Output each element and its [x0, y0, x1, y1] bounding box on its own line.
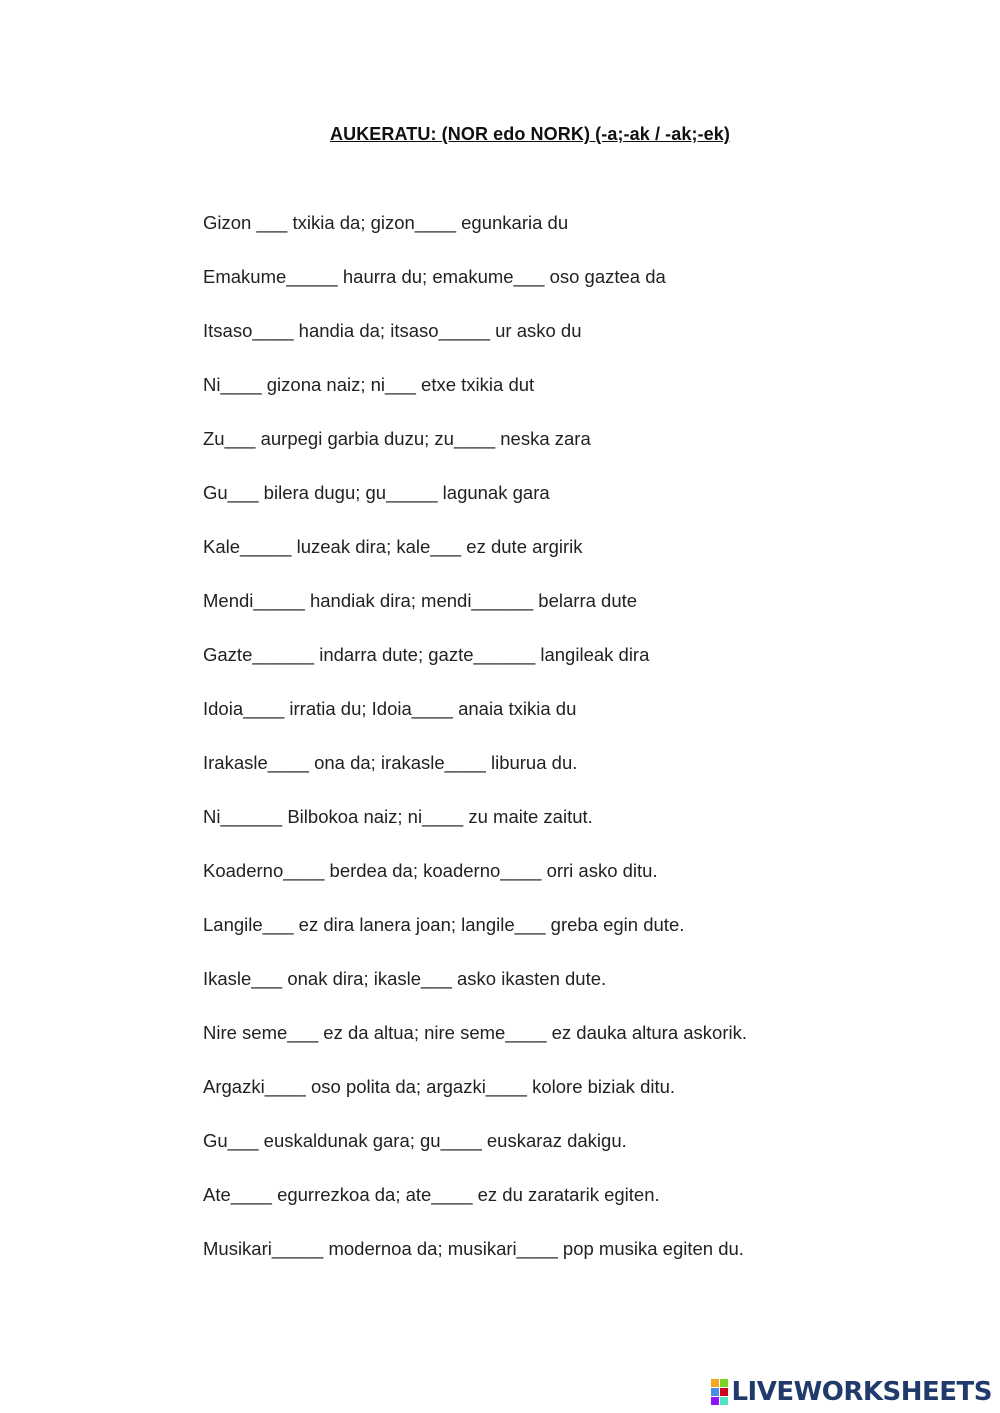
worksheet-title: AUKERATU: (NOR edo NORK) (-a;-ak / -ak;-ek) [330, 124, 730, 144]
exercise-line: Koaderno____ berdea da; koaderno____ orri asko ditu. [203, 860, 658, 881]
exercise-line: Ni____ gizona naiz; ni___ etxe txikia dut [203, 374, 535, 395]
logo-tile [711, 1379, 719, 1387]
liveworksheets-logo [711, 1377, 992, 1407]
logo-tile [711, 1388, 719, 1396]
liveworksheets-logo-icon [711, 1379, 728, 1405]
exercise-line: Irakasle____ ona da; irakasle____ liburua du. [203, 752, 578, 773]
liveworksheets-brand-text: LIVEWORKSHEETS [731, 1377, 992, 1407]
logo-tile [720, 1397, 728, 1405]
exercise-line: Langile___ ez dira lanera joan; langile___ greba egin dute. [203, 914, 685, 935]
exercise-line: Gizon ___ txikia da; gizon____ egunkaria du [203, 212, 569, 233]
exercise-line: Gazte______ indarra dute; gazte______ langileak dira [203, 644, 650, 665]
exercise-line: Zu___ aurpegi garbia duzu; zu____ neska zara [203, 428, 591, 449]
exercise-line: Argazki____ oso polita da; argazki____ kolore biziak ditu. [203, 1076, 676, 1097]
exercise-list [203, 210, 747, 1290]
exercise-line: Itsaso____ handia da; itsaso_____ ur asko du [203, 320, 582, 341]
exercise-line: Ikasle___ onak dira; ikasle___ asko ikasten dute. [203, 968, 607, 989]
exercise-line: Kale_____ luzeak dira; kale___ ez dute argirik [203, 536, 583, 557]
logo-tile [711, 1397, 719, 1405]
logo-tile [720, 1379, 728, 1387]
logo-tile [720, 1388, 728, 1396]
exercise-line: Gu___ euskaldunak gara; gu____ euskaraz dakigu. [203, 1130, 627, 1151]
exercise-line: Ate____ egurrezkoa da; ate____ ez du zaratarik egiten. [203, 1184, 660, 1205]
exercise-line: Emakume_____ haurra du; emakume___ oso gaztea da [203, 266, 666, 287]
exercise-line: Gu___ bilera dugu; gu_____ lagunak gara [203, 482, 550, 503]
exercise-line: Musikari_____ modernoa da; musikari____ pop musika egiten du. [203, 1238, 744, 1259]
exercise-line: Idoia____ irratia du; Idoia____ anaia txikia du [203, 698, 577, 719]
exercise-line: Nire seme___ ez da altua; nire seme____ ez dauka altura askorik. [203, 1022, 747, 1043]
exercise-line: Mendi_____ handiak dira; mendi______ belarra dute [203, 590, 638, 611]
exercise-line: Ni______ Bilbokoa naiz; ni____ zu maite zaitut. [203, 806, 593, 827]
